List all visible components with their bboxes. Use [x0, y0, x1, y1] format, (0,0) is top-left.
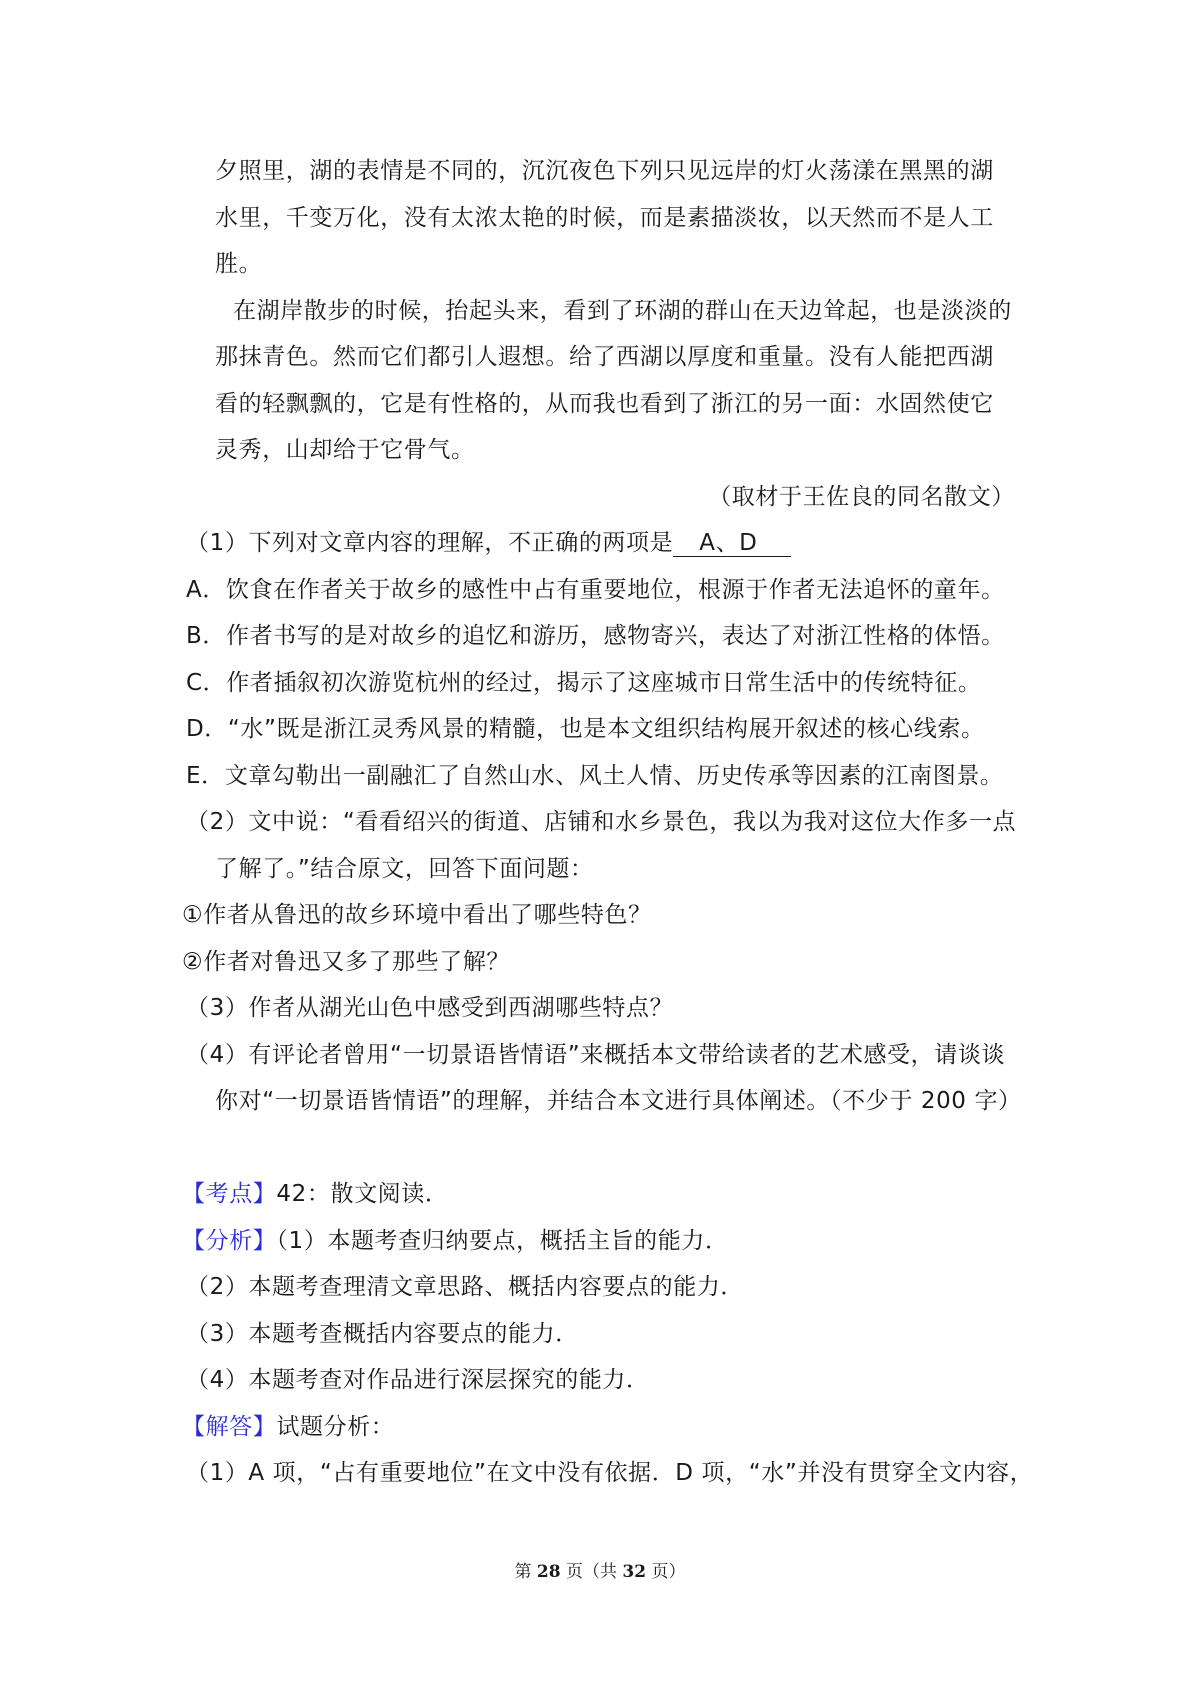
- fenxi-text: （1）本题考查归纳要点，概括主旨的能力．: [276, 1228, 729, 1254]
- passage-line-4: 在湖岸散步的时候，抬起头来，看到了环湖的群山在天边耸起，也是淡淡的: [233, 298, 1012, 324]
- question-1-prompt: （1）下列对文章内容的理解，不正确的两项是: [186, 530, 674, 556]
- fenxi-tag: 【分析】: [182, 1228, 277, 1254]
- question-4-line-1: （4）有评论者曾用“一切景语皆情语”来概括本文带给读者的艺术感受，请谈谈: [186, 1042, 1006, 1068]
- passage-line-3: 胜。: [215, 251, 263, 277]
- question-1: [186, 528, 791, 558]
- fenxi-2: （2）本题考查理清文章思路、概括内容要点的能力．: [186, 1274, 745, 1300]
- footer-middle: 页（共: [560, 1562, 623, 1582]
- fenxi-4: （4）本题考查对作品进行深层探究的能力．: [186, 1367, 650, 1393]
- option-b: B．作者书写的是对故乡的追忆和游历，感物寄兴，表达了对浙江性格的体悟。: [186, 623, 1005, 649]
- question-2-sub-2: ②作者对鲁迅又多了那些了解？: [182, 949, 511, 975]
- jieda-tag: 【解答】: [182, 1414, 277, 1440]
- passage-line-1: 夕照里，湖的表情是不同的，沉沉夜色下列只见远岸的灯火荡漾在黑黑的湖: [215, 158, 994, 184]
- jieda: [182, 1412, 394, 1442]
- option-d: D．“水”既是浙江灵秀风景的精髓，也是本文组织结构展开叙述的核心线索。: [186, 716, 985, 742]
- page-footer: [0, 1557, 1200, 1582]
- question-2-line-2: 了解了。”结合原文，回答下面问题：: [215, 856, 594, 882]
- footer-page-number: 28: [536, 1562, 561, 1582]
- option-c: C．作者插叙初次游览杭州的经过，揭示了这座城市日常生活中的传统特征。: [186, 670, 982, 696]
- footer-suffix: 页）: [646, 1562, 686, 1582]
- kaodian-tag: 【考点】: [182, 1181, 277, 1207]
- option-a: A．饮食在作者关于故乡的感性中占有重要地位，根源于作者无法追怀的童年。: [186, 577, 1005, 603]
- question-2-sub-1: ①作者从鲁迅的故乡环境中看出了哪些特色？: [182, 902, 652, 928]
- passage-source: （取材于王佐良的同名散文）: [708, 484, 1015, 510]
- question-4-line-2: 你对“一切景语皆情语”的理解，并结合本文进行具体阐述。（不少于 200 字）: [215, 1088, 1022, 1114]
- passage-line-6: 看的轻飘飘的，它是有性格的，从而我也看到了浙江的另一面：水固然使它: [215, 391, 994, 417]
- fenxi: [182, 1226, 729, 1256]
- passage-line-7: 灵秀，山却给于它骨气。: [215, 437, 475, 463]
- jieda-1: （1）A 项，“占有重要地位”在文中没有依据．D 项，“水”并没有贯穿全文内容，: [186, 1460, 1034, 1486]
- footer-prefix: 第: [514, 1562, 537, 1582]
- passage-line-5: 那抹青色。然而它们都引人遐想。给了西湖以厚度和重量。没有人能把西湖: [215, 344, 994, 370]
- question-3: （3）作者从湖光山色中感受到西湖哪些特点？: [186, 995, 674, 1021]
- question-1-answer: A、D: [673, 530, 791, 557]
- fenxi-3: （3）本题考查概括内容要点的能力．: [186, 1321, 579, 1347]
- option-e: E．文章勾勒出一副融汇了自然山水、风土人情、历史传承等因素的江南图景。: [186, 763, 1004, 789]
- kaodian: [182, 1179, 448, 1209]
- question-2-line-1: （2）文中说：“看看绍兴的街道、店铺和水乡景色，我以为我对这位大作多一点: [186, 809, 1017, 835]
- footer-total-pages: 32: [622, 1562, 647, 1582]
- kaodian-text: 42：散文阅读．: [276, 1181, 449, 1207]
- jieda-text: 试题分析：: [276, 1414, 395, 1440]
- passage-line-2: 水里，千变万化，没有太浓太艳的时候，而是素描淡妆，以天然而不是人工: [215, 205, 994, 231]
